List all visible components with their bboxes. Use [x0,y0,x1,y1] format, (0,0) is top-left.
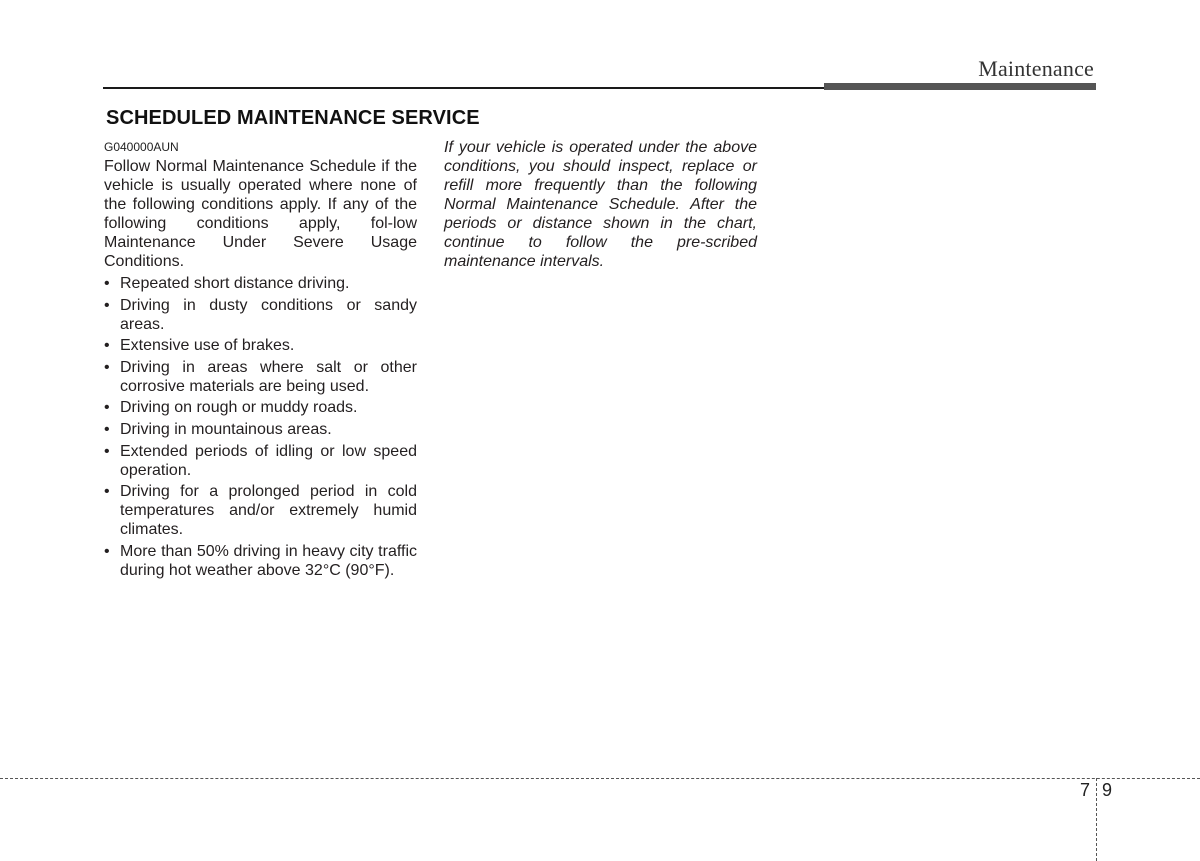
chapter-number: 7 [1080,780,1091,800]
list-item [104,482,417,539]
footer-vertical-divider [1096,778,1097,861]
page-number: 9 [1102,780,1113,800]
bullet-icon: • [104,296,110,314]
bullet-icon: • [104,442,110,460]
condition-text: Driving on rough or muddy roads. [120,399,358,417]
footer-divider [0,778,1200,779]
intro-paragraph: Follow Normal Maintenance Schedule if the vehicle is usually operated where none of the following conditions apply. If any of the following conditions apply, fol-low Maintenance Under Severe Usage Conditions. [104,158,417,270]
condition-text: Driving in dusty conditions or sandy areas. [120,296,417,333]
condition-text: More than 50% driving in heavy city traffic during hot weather above 32°C (90°F). [120,542,417,579]
bullet-icon: • [104,358,110,376]
bullet-icon: • [104,275,110,292]
chapter-title: Maintenance [978,56,1094,81]
conditions-list [104,274,417,580]
section-code: G040000AUN [104,140,179,154]
list-item [104,442,417,480]
list-item [104,358,417,396]
header-rule-accent [824,83,1096,90]
list-item [104,336,417,355]
list-item [104,542,417,580]
bullet-icon: • [104,542,110,560]
bullet-icon: • [104,337,110,355]
bullet-icon: • [104,399,110,417]
list-item [104,420,417,439]
list-item [104,296,417,334]
severe-usage-note: If your vehicle is operated under the above conditions, you should inspect, replace or refill more frequently than the following Normal Maintenance Schedule. After the periods or distance shown in the chart, continue to follow the pre-scribed maintenance intervals. [444,139,757,270]
condition-text: Extensive use of brakes. [120,337,295,355]
header-rule [103,87,824,89]
bullet-icon: • [104,420,110,438]
list-item [104,398,417,417]
condition-text: Driving for a prolonged period in cold temperatures and/or extremely humid climates. [120,483,417,539]
list-item [104,274,417,293]
condition-text: Driving in mountainous areas. [120,420,332,438]
right-column [444,138,757,271]
condition-text: Repeated short distance driving. [120,275,350,292]
condition-text: Driving in areas where salt or other corrosive materials are being used. [120,358,417,395]
left-column [104,157,417,582]
section-heading: SCHEDULED MAINTENANCE SERVICE [106,107,480,129]
condition-text: Extended periods of idling or low speed operation. [120,442,417,479]
bullet-icon: • [104,483,110,501]
